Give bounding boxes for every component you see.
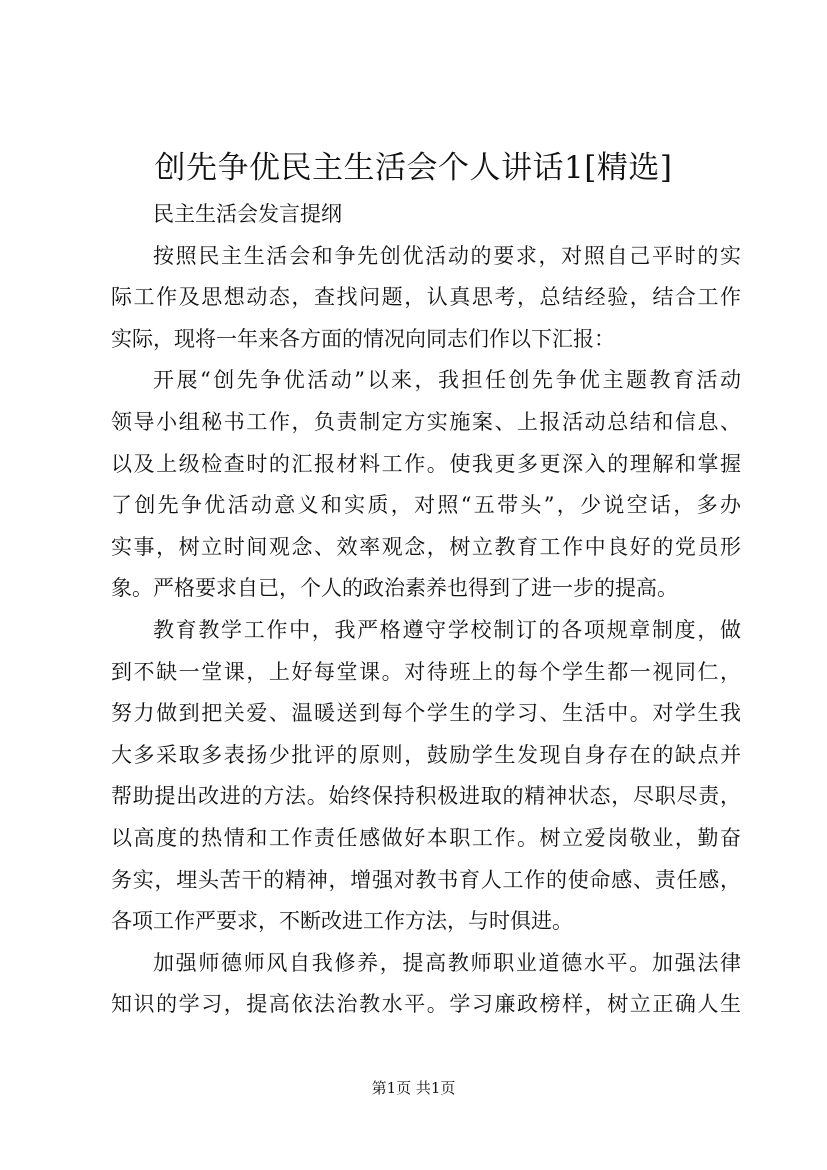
paragraph-line: 开展“创先争优活动”以来，我担任创先争优主题教育活动 <box>153 368 741 393</box>
paragraph-line: 实事，树立时间观念、效率观念，树立教育工作中良好的党员形 <box>111 534 741 559</box>
paragraph-line: 际工作及思想动态，查找问题，认真思考，总结经验，结合工作 <box>111 285 741 310</box>
paragraph-line: 大多采取多表扬少批评的原则，鼓励学生发现自身存在的缺点并 <box>111 742 741 767</box>
paragraph-line: 以及上级检查时的汇报材料工作。使我更多更深入的理解和掌握 <box>111 451 741 476</box>
document-title: 创先争优民主生活会个人讲话1[精选] <box>154 150 673 186</box>
subtitle-line: 民主生活会发言提纲 <box>153 202 342 226</box>
document-body <box>111 194 741 1026</box>
paragraph-line: 了创先争优活动意义和实质，对照“五带头”，少说空话，多办 <box>111 493 741 518</box>
paragraph-line: 帮助提出改进的方法。始终保持积极进取的精神状态，尽职尽责， <box>111 784 741 809</box>
paragraph-line: 以高度的热情和工作责任感做好本职工作。树立爱岗敬业，勤奋 <box>111 825 741 850</box>
paragraph-line: 各项工作严要求，不断改进工作方法，与时俱进。 <box>111 909 573 934</box>
paragraph-line: 加强师德师风自我修养，提高教师职业道德水平。加强法律 <box>153 950 741 975</box>
page-number-footer: 第1页 共1页 <box>371 1079 456 1097</box>
paragraph-line: 务实，埋头苦干的精神，增强对教书育人工作的使命感、责任感， <box>111 867 741 892</box>
paragraph-line: 按照民主生活会和争先创优活动的要求，对照自己平时的实 <box>153 243 741 268</box>
paragraph-line: 实际，现将一年来各方面的情况向同志们作以下汇报： <box>111 326 615 351</box>
paragraph-line: 教育教学工作中，我严格遵守学校制订的各项规章制度，做 <box>153 617 741 642</box>
paragraph-line: 象。严格要求自已，个人的政治素养也得到了进一步的提高。 <box>111 576 678 601</box>
paragraph-line: 领导小组秘书工作，负责制定方实施案、上报活动总结和信息、 <box>111 409 741 434</box>
paragraph-line: 知识的学习，提高依法治教水平。学习廉政榜样，树立正确人生 <box>111 992 741 1017</box>
paragraph-line: 到不缺一堂课，上好每堂课。对待班上的每个学生都一视同仁， <box>111 659 741 684</box>
paragraph-line: 努力做到把关爱、温暖送到每个学生的学习、生活中。对学生我 <box>111 701 741 726</box>
